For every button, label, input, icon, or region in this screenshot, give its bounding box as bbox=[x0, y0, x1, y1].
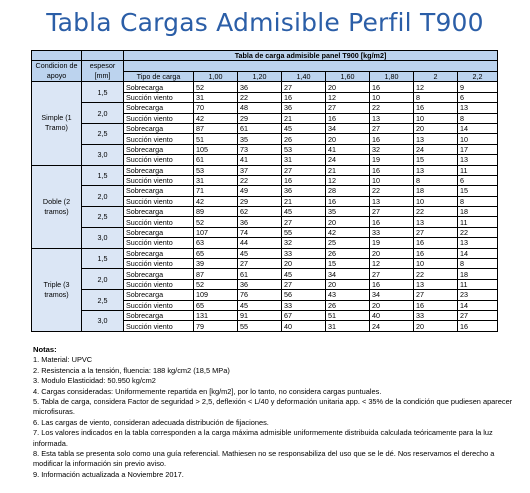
value-cell: 18 bbox=[458, 207, 498, 217]
table-row bbox=[32, 186, 498, 196]
table-caption: Tabla de carga admisible panel T900 [kg/m2] bbox=[124, 51, 498, 61]
value-cell: 52 bbox=[194, 82, 238, 92]
value-cell: 27 bbox=[282, 279, 326, 289]
value-cell: 8 bbox=[414, 175, 458, 185]
value-cell: 22 bbox=[238, 92, 282, 102]
value-cell: 12 bbox=[370, 259, 414, 269]
header-span: 2,2 bbox=[458, 71, 498, 82]
header-span: 1,80 bbox=[370, 71, 414, 82]
note-item: 3. Modulo Elasticidad: 50.950 kg/cm2 bbox=[33, 376, 156, 386]
value-cell: 8 bbox=[458, 113, 498, 123]
value-cell: 45 bbox=[238, 248, 282, 258]
value-cell: 16 bbox=[326, 113, 370, 123]
value-cell: 20 bbox=[414, 123, 458, 133]
load-type-cell: Sobrecarga bbox=[124, 82, 194, 92]
value-cell: 14 bbox=[458, 123, 498, 133]
value-cell: 6 bbox=[458, 92, 498, 102]
value-cell: 10 bbox=[458, 134, 498, 144]
value-cell: 13 bbox=[414, 134, 458, 144]
value-cell: 27 bbox=[370, 123, 414, 133]
value-cell: 20 bbox=[282, 259, 326, 269]
value-cell: 32 bbox=[370, 144, 414, 154]
value-cell: 87 bbox=[194, 123, 238, 133]
value-cell: 45 bbox=[238, 300, 282, 310]
value-cell: 42 bbox=[194, 113, 238, 123]
value-cell: 14 bbox=[458, 300, 498, 310]
load-type-cell: Succión viento bbox=[124, 321, 194, 331]
value-cell: 55 bbox=[238, 321, 282, 331]
value-cell: 27 bbox=[238, 259, 282, 269]
load-type-cell: Succión viento bbox=[124, 238, 194, 248]
note-item: 4. Cargas consideradas: Uniformemente repartida en [kg/m2], por lo tanto, no considera cargas puntuales. bbox=[33, 386, 382, 396]
note-item: 2. Resistencia a la tensión, fluencia: 188 kg/cm2 (18,5 MPa) bbox=[33, 365, 230, 375]
value-cell: 13 bbox=[458, 155, 498, 165]
value-cell: 36 bbox=[238, 217, 282, 227]
value-cell: 71 bbox=[194, 186, 238, 196]
value-cell: 43 bbox=[326, 290, 370, 300]
value-cell: 27 bbox=[414, 290, 458, 300]
value-cell: 56 bbox=[282, 290, 326, 300]
value-cell: 35 bbox=[238, 134, 282, 144]
note-item: 5. Tabla de carga, considera Factor de seguridad > 2,5, deflexión < L/40 y deformación unitaria app. < 35% de la condición que pudiesen aparecer microfisuras. bbox=[33, 397, 513, 417]
value-cell: 48 bbox=[238, 103, 282, 113]
thickness-cell: 1,5 bbox=[82, 165, 124, 186]
table-body bbox=[32, 82, 498, 331]
value-cell: 11 bbox=[458, 165, 498, 175]
value-cell: 28 bbox=[326, 186, 370, 196]
value-cell: 10 bbox=[370, 175, 414, 185]
value-cell: 32 bbox=[282, 238, 326, 248]
table-row bbox=[32, 123, 498, 133]
value-cell: 45 bbox=[282, 269, 326, 279]
table-row bbox=[32, 165, 498, 175]
value-cell: 34 bbox=[370, 290, 414, 300]
value-cell: 87 bbox=[194, 269, 238, 279]
value-cell: 105 bbox=[194, 144, 238, 154]
value-cell: 26 bbox=[326, 300, 370, 310]
value-cell: 20 bbox=[370, 248, 414, 258]
thickness-cell: 2,5 bbox=[82, 123, 124, 144]
thickness-cell: 3,0 bbox=[82, 227, 124, 248]
thickness-cell: 1,5 bbox=[82, 248, 124, 269]
value-cell: 17 bbox=[458, 144, 498, 154]
value-cell: 31 bbox=[194, 175, 238, 185]
value-cell: 19 bbox=[370, 155, 414, 165]
load-type-cell: Sobrecarga bbox=[124, 290, 194, 300]
load-type-cell: Succión viento bbox=[124, 217, 194, 227]
value-cell: 16 bbox=[282, 175, 326, 185]
value-cell: 11 bbox=[458, 279, 498, 289]
note-item: 6. Las cargas de viento, consideran adecuada distribución de fijaciones. bbox=[33, 417, 269, 427]
value-cell: 15 bbox=[458, 186, 498, 196]
value-cell: 22 bbox=[370, 103, 414, 113]
value-cell: 27 bbox=[282, 217, 326, 227]
note-item: 7. Los valores indicados en la tabla corresponden a la carga máxima admisible uniformemente distribuida calculada teóricamente para la luz informada. bbox=[33, 428, 493, 448]
value-cell: 10 bbox=[414, 113, 458, 123]
value-cell: 35 bbox=[326, 207, 370, 217]
load-type-cell: Sobrecarga bbox=[124, 227, 194, 237]
thickness-cell: 2,5 bbox=[82, 207, 124, 228]
table-row bbox=[32, 207, 498, 217]
header-blank bbox=[32, 51, 82, 61]
value-cell: 33 bbox=[414, 310, 458, 320]
load-type-cell: Succión viento bbox=[124, 279, 194, 289]
thickness-cell: 3,0 bbox=[82, 310, 124, 331]
load-type-cell: Sobrecarga bbox=[124, 165, 194, 175]
load-table bbox=[31, 50, 498, 332]
header-span: 2 bbox=[414, 71, 458, 82]
value-cell: 53 bbox=[194, 165, 238, 175]
value-cell: 22 bbox=[414, 207, 458, 217]
value-cell: 40 bbox=[282, 321, 326, 331]
value-cell: 16 bbox=[414, 103, 458, 113]
table-row bbox=[32, 144, 498, 154]
value-cell: 26 bbox=[326, 248, 370, 258]
value-cell: 45 bbox=[282, 123, 326, 133]
value-cell: 62 bbox=[238, 207, 282, 217]
value-cell: 24 bbox=[326, 155, 370, 165]
load-type-cell: Succión viento bbox=[124, 134, 194, 144]
thickness-cell: 1,5 bbox=[82, 82, 124, 103]
value-cell: 26 bbox=[282, 134, 326, 144]
load-type-cell: Succión viento bbox=[124, 113, 194, 123]
value-cell: 8 bbox=[458, 259, 498, 269]
value-cell: 51 bbox=[326, 310, 370, 320]
load-type-cell: Sobrecarga bbox=[124, 186, 194, 196]
thickness-cell: 2,0 bbox=[82, 269, 124, 290]
value-cell: 16 bbox=[370, 82, 414, 92]
value-cell: 109 bbox=[194, 290, 238, 300]
load-type-cell: Succión viento bbox=[124, 196, 194, 206]
thickness-cell: 2,5 bbox=[82, 290, 124, 311]
group-label: Doble (2 tramos) bbox=[32, 165, 82, 248]
value-cell: 36 bbox=[282, 186, 326, 196]
group-label: Simple (1 Tramo) bbox=[32, 82, 82, 165]
value-cell: 27 bbox=[282, 82, 326, 92]
value-cell: 18 bbox=[414, 186, 458, 196]
value-cell: 27 bbox=[458, 310, 498, 320]
value-cell: 89 bbox=[194, 207, 238, 217]
value-cell: 11 bbox=[458, 217, 498, 227]
value-cell: 16 bbox=[370, 134, 414, 144]
header-span: 1,60 bbox=[326, 71, 370, 82]
value-cell: 70 bbox=[194, 103, 238, 113]
header-spacer bbox=[124, 61, 498, 72]
value-cell: 8 bbox=[458, 196, 498, 206]
notes-heading: Notas: bbox=[33, 345, 57, 354]
value-cell: 14 bbox=[458, 248, 498, 258]
table-row bbox=[32, 269, 498, 279]
value-cell: 76 bbox=[238, 290, 282, 300]
value-cell: 13 bbox=[414, 217, 458, 227]
value-cell: 61 bbox=[238, 123, 282, 133]
value-cell: 24 bbox=[414, 144, 458, 154]
value-cell: 20 bbox=[414, 321, 458, 331]
table-row bbox=[32, 103, 498, 113]
load-type-cell: Sobrecarga bbox=[124, 144, 194, 154]
value-cell: 27 bbox=[370, 269, 414, 279]
value-cell: 10 bbox=[414, 259, 458, 269]
value-cell: 65 bbox=[194, 300, 238, 310]
value-cell: 16 bbox=[370, 165, 414, 175]
value-cell: 36 bbox=[238, 279, 282, 289]
value-cell: 10 bbox=[414, 196, 458, 206]
value-cell: 20 bbox=[370, 300, 414, 310]
value-cell: 42 bbox=[326, 227, 370, 237]
load-type-cell: Succión viento bbox=[124, 92, 194, 102]
table-row bbox=[32, 290, 498, 300]
value-cell: 73 bbox=[238, 144, 282, 154]
value-cell: 27 bbox=[326, 103, 370, 113]
value-cell: 20 bbox=[326, 82, 370, 92]
value-cell: 40 bbox=[370, 310, 414, 320]
value-cell: 21 bbox=[282, 113, 326, 123]
value-cell: 16 bbox=[414, 238, 458, 248]
value-cell: 74 bbox=[238, 227, 282, 237]
value-cell: 22 bbox=[370, 186, 414, 196]
value-cell: 16 bbox=[370, 279, 414, 289]
notes-section bbox=[33, 345, 523, 480]
value-cell: 16 bbox=[414, 300, 458, 310]
value-cell: 41 bbox=[238, 155, 282, 165]
table-row bbox=[32, 82, 498, 92]
value-cell: 33 bbox=[282, 248, 326, 258]
value-cell: 107 bbox=[194, 227, 238, 237]
value-cell: 10 bbox=[370, 92, 414, 102]
value-cell: 18 bbox=[458, 269, 498, 279]
note-item: 1. Material: UPVC bbox=[33, 355, 93, 365]
value-cell: 15 bbox=[326, 259, 370, 269]
load-type-cell: Succión viento bbox=[124, 175, 194, 185]
value-cell: 27 bbox=[370, 207, 414, 217]
value-cell: 20 bbox=[326, 134, 370, 144]
table-row bbox=[32, 227, 498, 237]
value-cell: 52 bbox=[194, 279, 238, 289]
value-cell: 91 bbox=[238, 310, 282, 320]
value-cell: 27 bbox=[282, 165, 326, 175]
value-cell: 16 bbox=[458, 321, 498, 331]
header-blank bbox=[82, 51, 124, 61]
value-cell: 49 bbox=[238, 186, 282, 196]
load-type-cell: Sobrecarga bbox=[124, 310, 194, 320]
value-cell: 13 bbox=[414, 279, 458, 289]
value-cell: 16 bbox=[326, 196, 370, 206]
value-cell: 22 bbox=[238, 175, 282, 185]
value-cell: 27 bbox=[414, 227, 458, 237]
value-cell: 61 bbox=[194, 155, 238, 165]
value-cell: 55 bbox=[282, 227, 326, 237]
group-label: Triple (3 tramos) bbox=[32, 248, 82, 331]
value-cell: 33 bbox=[282, 300, 326, 310]
header-span: 1,20 bbox=[238, 71, 282, 82]
value-cell: 44 bbox=[238, 238, 282, 248]
table-row bbox=[32, 310, 498, 320]
load-type-cell: Sobrecarga bbox=[124, 248, 194, 258]
value-cell: 67 bbox=[282, 310, 326, 320]
value-cell: 13 bbox=[458, 238, 498, 248]
value-cell: 20 bbox=[326, 279, 370, 289]
value-cell: 42 bbox=[194, 196, 238, 206]
header-span: 1,00 bbox=[194, 71, 238, 82]
thickness-cell: 3,0 bbox=[82, 144, 124, 165]
header-condicion: Condicion de apoyo bbox=[32, 61, 82, 82]
value-cell: 34 bbox=[326, 269, 370, 279]
value-cell: 63 bbox=[194, 238, 238, 248]
value-cell: 13 bbox=[370, 113, 414, 123]
load-type-cell: Succión viento bbox=[124, 259, 194, 269]
header-tipo: Tipo de carga bbox=[124, 71, 194, 82]
value-cell: 6 bbox=[458, 175, 498, 185]
value-cell: 36 bbox=[282, 103, 326, 113]
value-cell: 36 bbox=[238, 82, 282, 92]
value-cell: 37 bbox=[238, 165, 282, 175]
load-type-cell: Sobrecarga bbox=[124, 269, 194, 279]
value-cell: 12 bbox=[326, 175, 370, 185]
load-type-cell: Sobrecarga bbox=[124, 123, 194, 133]
value-cell: 24 bbox=[370, 321, 414, 331]
value-cell: 12 bbox=[414, 82, 458, 92]
value-cell: 61 bbox=[238, 269, 282, 279]
value-cell: 39 bbox=[194, 259, 238, 269]
value-cell: 22 bbox=[414, 269, 458, 279]
value-cell: 131 bbox=[194, 310, 238, 320]
value-cell: 51 bbox=[194, 134, 238, 144]
value-cell: 8 bbox=[414, 92, 458, 102]
value-cell: 52 bbox=[194, 217, 238, 227]
value-cell: 53 bbox=[282, 144, 326, 154]
value-cell: 33 bbox=[370, 227, 414, 237]
value-cell: 34 bbox=[326, 123, 370, 133]
value-cell: 13 bbox=[414, 165, 458, 175]
table-row bbox=[32, 248, 498, 258]
note-item: 9. Información actualizada a Noviembre 2017. bbox=[33, 469, 184, 479]
value-cell: 29 bbox=[238, 113, 282, 123]
value-cell: 16 bbox=[282, 92, 326, 102]
value-cell: 20 bbox=[326, 217, 370, 227]
load-type-cell: Succión viento bbox=[124, 300, 194, 310]
value-cell: 25 bbox=[326, 238, 370, 248]
value-cell: 31 bbox=[194, 92, 238, 102]
value-cell: 79 bbox=[194, 321, 238, 331]
load-type-cell: Sobrecarga bbox=[124, 207, 194, 217]
value-cell: 13 bbox=[458, 103, 498, 113]
value-cell: 21 bbox=[282, 196, 326, 206]
header-espesor: espesor [mm] bbox=[82, 61, 124, 82]
value-cell: 22 bbox=[458, 227, 498, 237]
value-cell: 45 bbox=[282, 207, 326, 217]
thickness-cell: 2,0 bbox=[82, 186, 124, 207]
page-title: Tabla Cargas Admisible Perfil T900 bbox=[46, 8, 484, 37]
value-cell: 16 bbox=[370, 217, 414, 227]
thickness-cell: 2,0 bbox=[82, 103, 124, 124]
value-cell: 13 bbox=[370, 196, 414, 206]
value-cell: 29 bbox=[238, 196, 282, 206]
value-cell: 31 bbox=[326, 321, 370, 331]
load-type-cell: Succión viento bbox=[124, 155, 194, 165]
header-span: 1,40 bbox=[282, 71, 326, 82]
load-type-cell: Sobrecarga bbox=[124, 103, 194, 113]
value-cell: 9 bbox=[458, 82, 498, 92]
value-cell: 15 bbox=[414, 155, 458, 165]
value-cell: 16 bbox=[414, 248, 458, 258]
value-cell: 65 bbox=[194, 248, 238, 258]
value-cell: 31 bbox=[282, 155, 326, 165]
note-item: 8. Esta tabla se presenta solo como una guía referencial. Mathiesen no se responsabiliza del uso que se le dé. Nos reservamos el derecho a modificar la información sin previo aviso. bbox=[33, 449, 495, 469]
value-cell: 12 bbox=[326, 92, 370, 102]
value-cell: 19 bbox=[370, 238, 414, 248]
value-cell: 41 bbox=[326, 144, 370, 154]
value-cell: 21 bbox=[326, 165, 370, 175]
value-cell: 23 bbox=[458, 290, 498, 300]
